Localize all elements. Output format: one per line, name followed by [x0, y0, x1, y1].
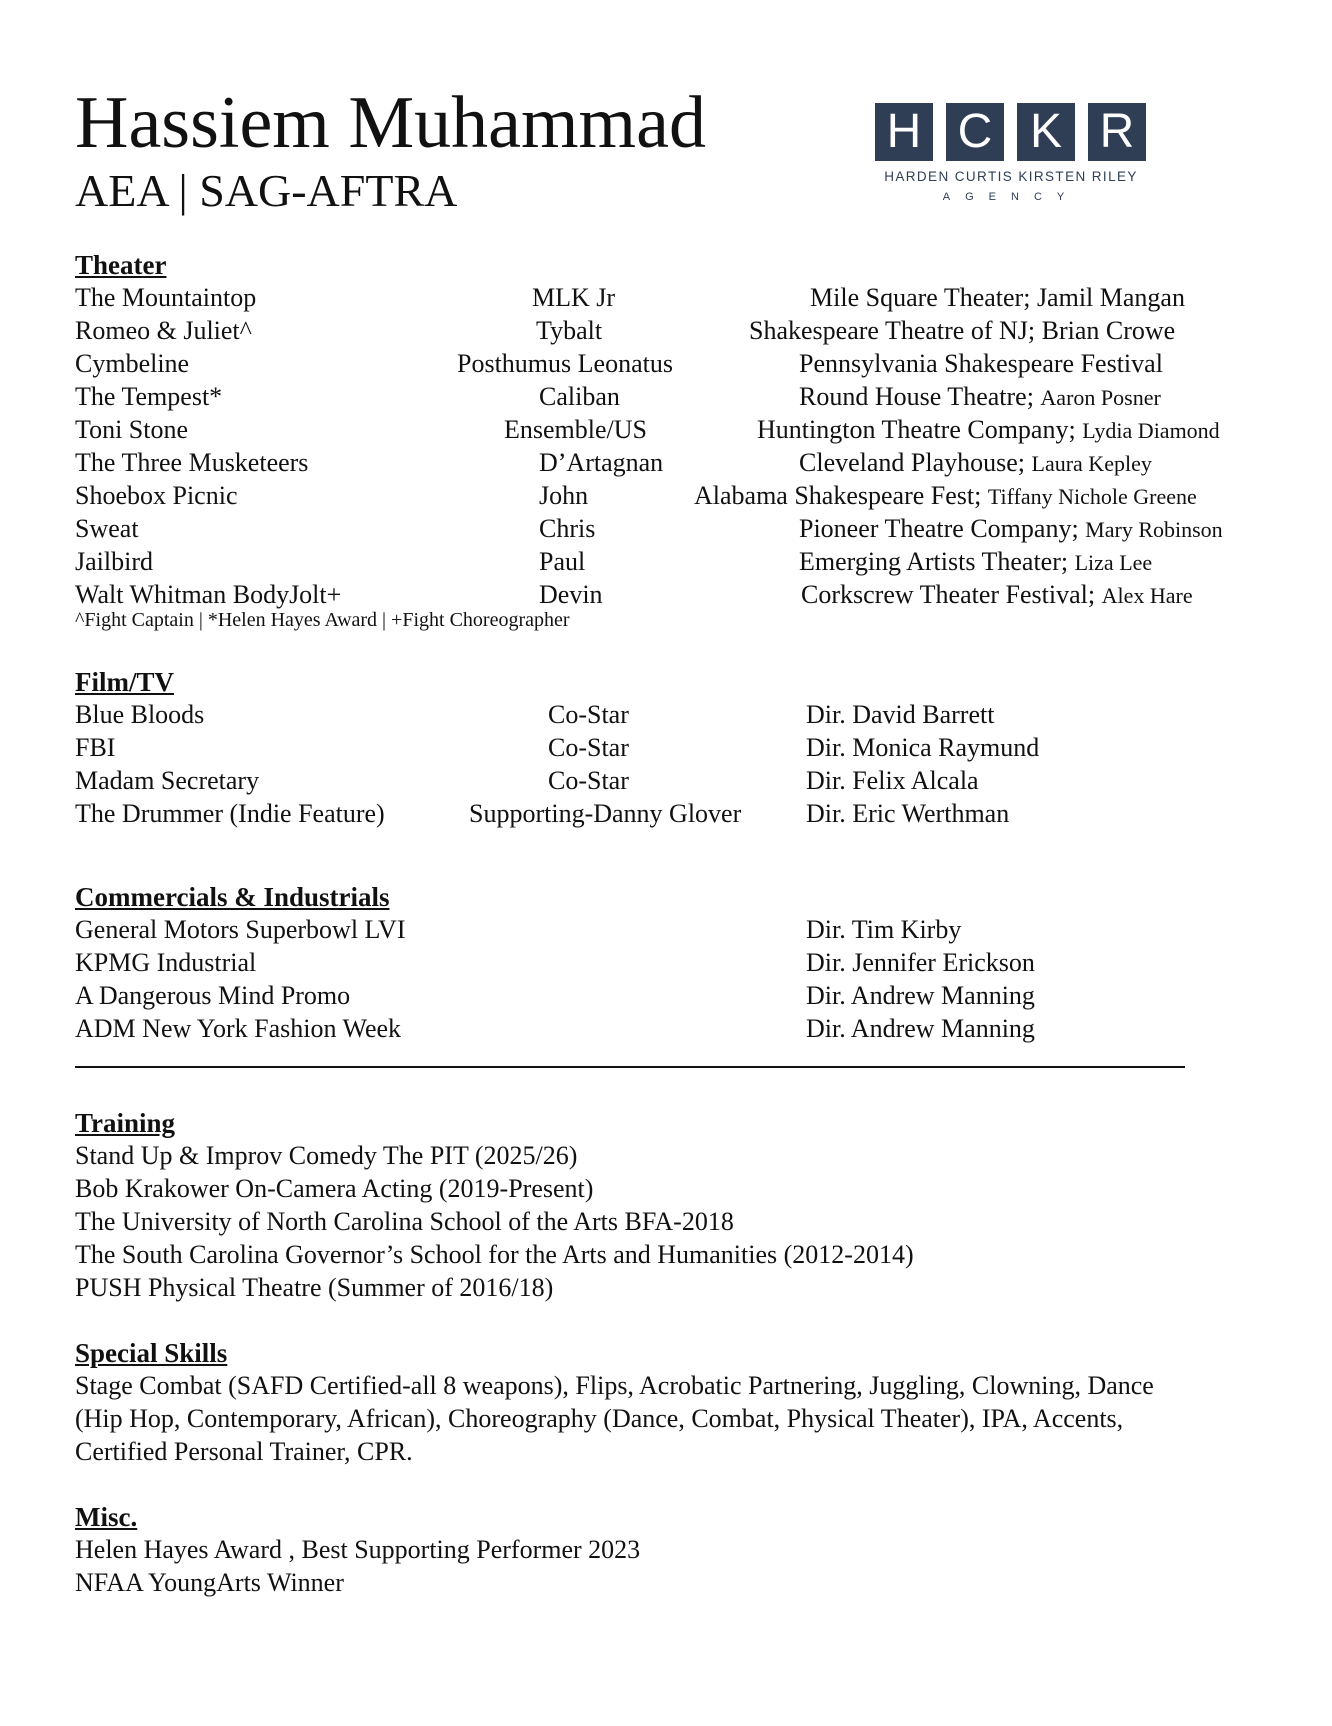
credit-venue: Round House Theatre; Aaron Posner — [799, 382, 1161, 411]
credit-venue: Emerging Artists Theater; Liza Lee — [799, 547, 1153, 576]
credit-title: Cymbeline — [75, 349, 190, 378]
credit-title: FBI — [75, 733, 116, 762]
theater-row — [0, 282, 1332, 314]
commercials-heading: Commercials & Industrials — [75, 882, 390, 912]
credit-venue: Cleveland Playhouse; Laura Kepley — [799, 448, 1152, 477]
credit-role: Paul — [539, 547, 586, 576]
credit-title: Madam Secretary — [75, 766, 260, 795]
special-skills-line: Stage Combat (SAFD Certified-all 8 weapons), Flips, Acrobatic Partnering, Juggling, Clowning, Dance — [75, 1371, 1154, 1400]
logo-letter-c: C — [946, 103, 1004, 161]
credit-director: Dir. Jennifer Erickson — [806, 948, 1035, 977]
credit-title: Jailbird — [75, 547, 153, 576]
training-heading: Training — [75, 1108, 176, 1138]
theater-row — [0, 348, 1332, 380]
credit-director: Dir. Andrew Manning — [806, 1014, 1035, 1043]
film-tv-row — [0, 732, 1332, 764]
credit-director: Lydia Diamond — [1082, 418, 1220, 443]
film-tv-row — [0, 798, 1332, 830]
credit-role: Posthumus Leonatus — [457, 349, 673, 378]
credit-title: A Dangerous Mind Promo — [75, 981, 351, 1010]
credit-director: Dir. Eric Werthman — [806, 799, 1010, 828]
credit-director: Mary Robinson — [1085, 517, 1223, 542]
credit-title: General Motors Superbowl LVI — [75, 915, 406, 944]
credit-director: Aaron Posner — [1040, 385, 1161, 410]
theater-row — [0, 315, 1332, 347]
credit-title: KPMG Industrial — [75, 948, 257, 977]
resume-name: Hassiem Muhammad — [75, 82, 706, 164]
credit-venue: Alabama Shakespeare Fest; Tiffany Nichole Greene — [694, 481, 1197, 510]
credit-title: Shoebox Picnic — [75, 481, 238, 510]
union-affiliations: AEA | SAG-AFTRA — [75, 165, 458, 216]
credit-venue: Corkscrew Theater Festival; Alex Hare — [801, 580, 1193, 609]
credit-role: Co-Star — [548, 733, 629, 762]
credit-venue: Shakespeare Theatre of NJ; Brian Crowe — [749, 316, 1176, 345]
training-item: Stand Up & Improv Comedy The PIT (2025/26) — [75, 1141, 578, 1170]
theater-row — [0, 546, 1332, 578]
theater-heading: Theater — [75, 250, 167, 280]
credit-venue: Pioneer Theatre Company; Mary Robinson — [799, 514, 1223, 543]
credit-title: Toni Stone — [75, 415, 189, 444]
logo-subtitle: HARDEN CURTIS KIRSTEN RILEY — [884, 169, 1138, 184]
credit-director: Dir. Tim Kirby — [806, 915, 962, 944]
credit-title: The Three Musketeers — [75, 448, 309, 477]
credit-role: Chris — [539, 514, 596, 543]
credit-title: The Drummer (Indie Feature) — [75, 799, 385, 828]
logo-letter-k: K — [1017, 103, 1075, 161]
credit-venue: Pennsylvania Shakespeare Festival — [799, 349, 1163, 378]
credit-role: Devin — [539, 580, 603, 609]
training-item: The South Carolina Governor’s School for the Arts and Humanities (2012-2014) — [75, 1240, 914, 1269]
training-item: PUSH Physical Theatre (Summer of 2016/18) — [75, 1273, 554, 1302]
credit-title: The Mountaintop — [75, 283, 257, 312]
credit-role: Ensemble/US — [504, 415, 647, 444]
credit-title: Walt Whitman BodyJolt+ — [75, 580, 342, 609]
credit-director: Tiffany Nichole Greene — [987, 484, 1197, 509]
special-skills-line: (Hip Hop, Contemporary, African), Choreography (Dance, Combat, Physical Theater), IPA, Accents, — [75, 1404, 1124, 1433]
credit-director: Dir. Felix Alcala — [806, 766, 979, 795]
credit-title: Romeo & Juliet^ — [75, 316, 252, 345]
commercial-row — [0, 1013, 1332, 1045]
commercial-row — [0, 947, 1332, 979]
theater-row — [0, 513, 1332, 545]
logo-letter-h: H — [875, 103, 933, 161]
credit-director: Alex Hare — [1101, 583, 1193, 608]
misc-heading: Misc. — [75, 1502, 138, 1532]
theater-row — [0, 447, 1332, 479]
misc-item: NFAA YoungArts Winner — [75, 1568, 344, 1597]
theater-row — [0, 414, 1332, 446]
credit-venue: Mile Square Theater; Jamil Mangan — [810, 283, 1185, 312]
credit-director: Dir. Andrew Manning — [806, 981, 1035, 1010]
credit-title: Blue Bloods — [75, 700, 205, 729]
credit-director: Dir. David Barrett — [806, 700, 995, 729]
theater-row — [0, 480, 1332, 512]
section-divider — [75, 1066, 1185, 1068]
misc-item: Helen Hayes Award , Best Supporting Performer 2023 — [75, 1535, 641, 1564]
credit-role: Co-Star — [548, 700, 629, 729]
logo-agency-word: AGENCY — [942, 191, 1080, 203]
credit-director: Liza Lee — [1074, 550, 1153, 575]
film-tv-row — [0, 699, 1332, 731]
credit-director: Laura Kepley — [1031, 451, 1152, 476]
commercial-row — [0, 980, 1332, 1012]
theater-footnote: ^Fight Captain | *Helen Hayes Award | +Fight Choreographer — [75, 609, 570, 631]
logo-letter-r: R — [1088, 103, 1146, 161]
training-item: The University of North Carolina School of the Arts BFA-2018 — [75, 1207, 734, 1236]
credit-role: MLK Jr — [532, 283, 616, 312]
credit-role: Caliban — [539, 382, 620, 411]
credit-role: Tybalt — [536, 316, 603, 345]
training-item: Bob Krakower On-Camera Acting (2019-Present) — [75, 1174, 594, 1203]
theater-row — [0, 579, 1332, 611]
film-tv-heading: Film/TV — [75, 667, 174, 697]
credit-director: Dir. Monica Raymund — [806, 733, 1040, 762]
special-skills-line: Certified Personal Trainer, CPR. — [75, 1437, 413, 1466]
credit-title: The Tempest* — [75, 382, 223, 411]
film-tv-row — [0, 765, 1332, 797]
credit-role: D’Artagnan — [539, 448, 664, 477]
credit-role: Co-Star — [548, 766, 629, 795]
credit-role: Supporting-Danny Glover — [469, 799, 742, 828]
commercial-row — [0, 914, 1332, 946]
theater-row — [0, 381, 1332, 413]
credit-role: John — [539, 481, 589, 510]
special-skills-heading: Special Skills — [75, 1338, 228, 1368]
credit-venue: Huntington Theatre Company; Lydia Diamond — [757, 415, 1220, 444]
credit-title: Sweat — [75, 514, 139, 543]
credit-title: ADM New York Fashion Week — [75, 1014, 402, 1043]
